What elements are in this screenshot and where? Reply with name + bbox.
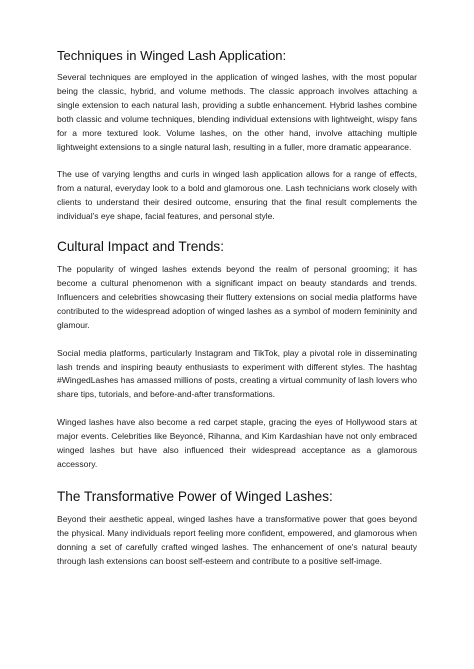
section-techniques (57, 48, 417, 224)
paragraph: The popularity of winged lashes extends beyond the realm of personal grooming; it has become a cultural phenomenon with a significant impact on beauty standards and trends. Influencers and celebrities showcasing their fluttery extensions on social media platforms have contributed to the widespread adoption of winged lashes as a symbol of modern femininity and glamour. (57, 264, 417, 330)
section-heading: The Transformative Power of Winged Lashes: (57, 488, 333, 504)
section-heading: Techniques in Winged Lash Application: (57, 48, 287, 63)
section-cultural-impact (57, 238, 417, 472)
paragraph: Social media platforms, particularly Instagram and TikTok, play a pivotal role in disseminating lash trends and inspiring beauty enthusiasts to experiment with different styles. The hashtag #WingedLashes has amassed millions of posts, creating a virtual community of lash lovers who share tips, tutorials, and before-and-after transformations. (57, 347, 417, 400)
paragraph: Winged lashes have also become a red carpet staple, gracing the eyes of Hollywood stars at major events. Celebrities like Beyoncé, Rihanna, and Kim Kardashian have not only embraced winged lashes but have also influenced their widespread acceptance as a glamorous accessory. (57, 417, 417, 469)
section-transformative-power (57, 488, 417, 569)
paragraph: Beyond their aesthetic appeal, winged lashes have a transformative power that goes beyond the physical. Many individuals report feeling more confident, empowered, and glamorous when donning a set of carefully crafted winged lashes. The enhancement of one's natural beauty through lash extensions can boost self-esteem and contribute to a positive self-image. (57, 513, 417, 566)
paragraph: The use of varying lengths and curls in winged lash application allows for a range of effects, from a natural, everyday look to a bold and glamorous one. Lash technicians work closely with clients to understand their desired outcome, ensuring that the final result complements the individual's eye shape, facial features, and personal style. (57, 169, 417, 222)
paragraph: Several techniques are employed in the application of winged lashes, with the most popular being the classic, hybrid, and volume methods. The classic approach involves attaching a single extension to each natural lash, providing a subtle enhancement. Hybrid lashes combine both classic and volume techniques, blending individual extensions with lightweight, wispy fans for a more textured look. Volume lashes, on the other hand, involve attaching multiple lightweight extensions to a single natural lash, resulting in a fuller, more dramatic appearance. (57, 72, 417, 152)
section-heading: Cultural Impact and Trends: (57, 239, 224, 255)
document-page (57, 48, 417, 568)
